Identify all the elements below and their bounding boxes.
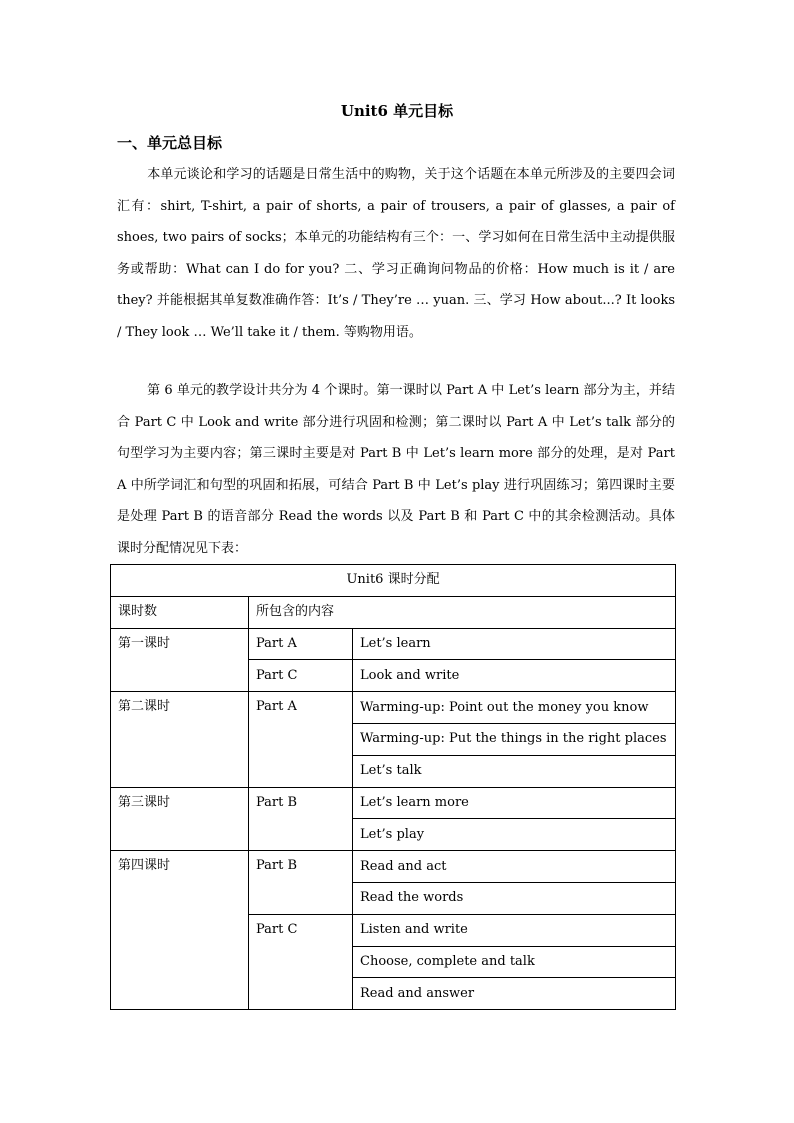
section-heading: 一、单元总目标	[117, 134, 223, 152]
part-name: Part C	[249, 660, 353, 692]
header-lesson-count: 课时数	[111, 596, 249, 628]
table-row	[111, 787, 676, 819]
paragraph-unit-goals	[117, 159, 675, 348]
page-title: Unit6 单元目标	[340, 102, 454, 120]
activity-item: Read and answer	[353, 978, 676, 1010]
header-contents: 所包含的内容	[249, 596, 676, 628]
activity-item: Warming-up: Point out the money you know	[353, 692, 676, 724]
paragraph-unit-goals-text: 本单元谈论和学习的话题是日常生活中的购物，关于这个话题在本单元所涉及的主要四会词汇有：shirt, T-shirt, a pair of shorts, a pair of trousers, a pair of glasses, a pair of shoes, two pairs of socks；本单元的功能结构有三个：一、学习如何在日常生活中主动提供服务或帮助：What can I do for you? 二、学习正确询问物品的价格：How much is it / are they? 并能根据其单复数准确作答：It’s / They’re … yuan. 三、学习 How about...? It looks / They look … We’ll take it / them. 等购物用语。	[117, 167, 675, 340]
lesson-schedule-table	[110, 564, 676, 1010]
table-row	[111, 851, 676, 883]
activity-item: Choose, complete and talk	[353, 946, 676, 978]
part-name: Part A	[249, 628, 353, 660]
table-caption: Unit6 课时分配	[111, 565, 676, 597]
activity-item: Look and write	[353, 660, 676, 692]
activity-item: Let’s learn	[353, 628, 676, 660]
table-caption-row	[111, 565, 676, 597]
lesson-name: 第一课时	[111, 628, 249, 692]
activity-item: Let’s learn more	[353, 787, 676, 819]
table-header-row	[111, 596, 676, 628]
activity-item: Read the words	[353, 882, 676, 914]
part-name: Part B	[249, 787, 353, 851]
activity-item: Let’s talk	[353, 755, 676, 787]
paragraph-lesson-plan	[117, 375, 675, 564]
table-row	[111, 692, 676, 724]
lesson-name: 第三课时	[111, 787, 249, 851]
lesson-name: 第二课时	[111, 692, 249, 787]
activity-item: Listen and write	[353, 914, 676, 946]
activity-item: Read and act	[353, 851, 676, 883]
part-name: Part C	[249, 914, 353, 1009]
activity-item: Let’s play	[353, 819, 676, 851]
table-row	[111, 628, 676, 660]
paragraph-lesson-plan-text: 第 6 单元的教学设计共分为 4 个课时。第一课时以 Part A 中 Let’s learn 部分为主，并结合 Part C 中 Look and write 部分进行巩固和检测；第二课时以 Part A 中 Let’s talk 部分的句型学习为主要内容；第三课时主要是对 Part B 中 Let’s learn more 部分的处理，是对 Part A 中所学词汇和句型的巩固和拓展，可结合 Part B 中 Let’s play 进行巩固练习；第四课时主要是处理 Part B 的语音部分 Read the words 以及 Part B 和 Part C 中的其余检测活动。具体课时分配情况见下表：	[117, 383, 675, 556]
lesson-name: 第四课时	[111, 851, 249, 1010]
part-name: Part A	[249, 692, 353, 787]
part-name: Part B	[249, 851, 353, 915]
activity-item: Warming-up: Put the things in the right places	[353, 723, 676, 755]
